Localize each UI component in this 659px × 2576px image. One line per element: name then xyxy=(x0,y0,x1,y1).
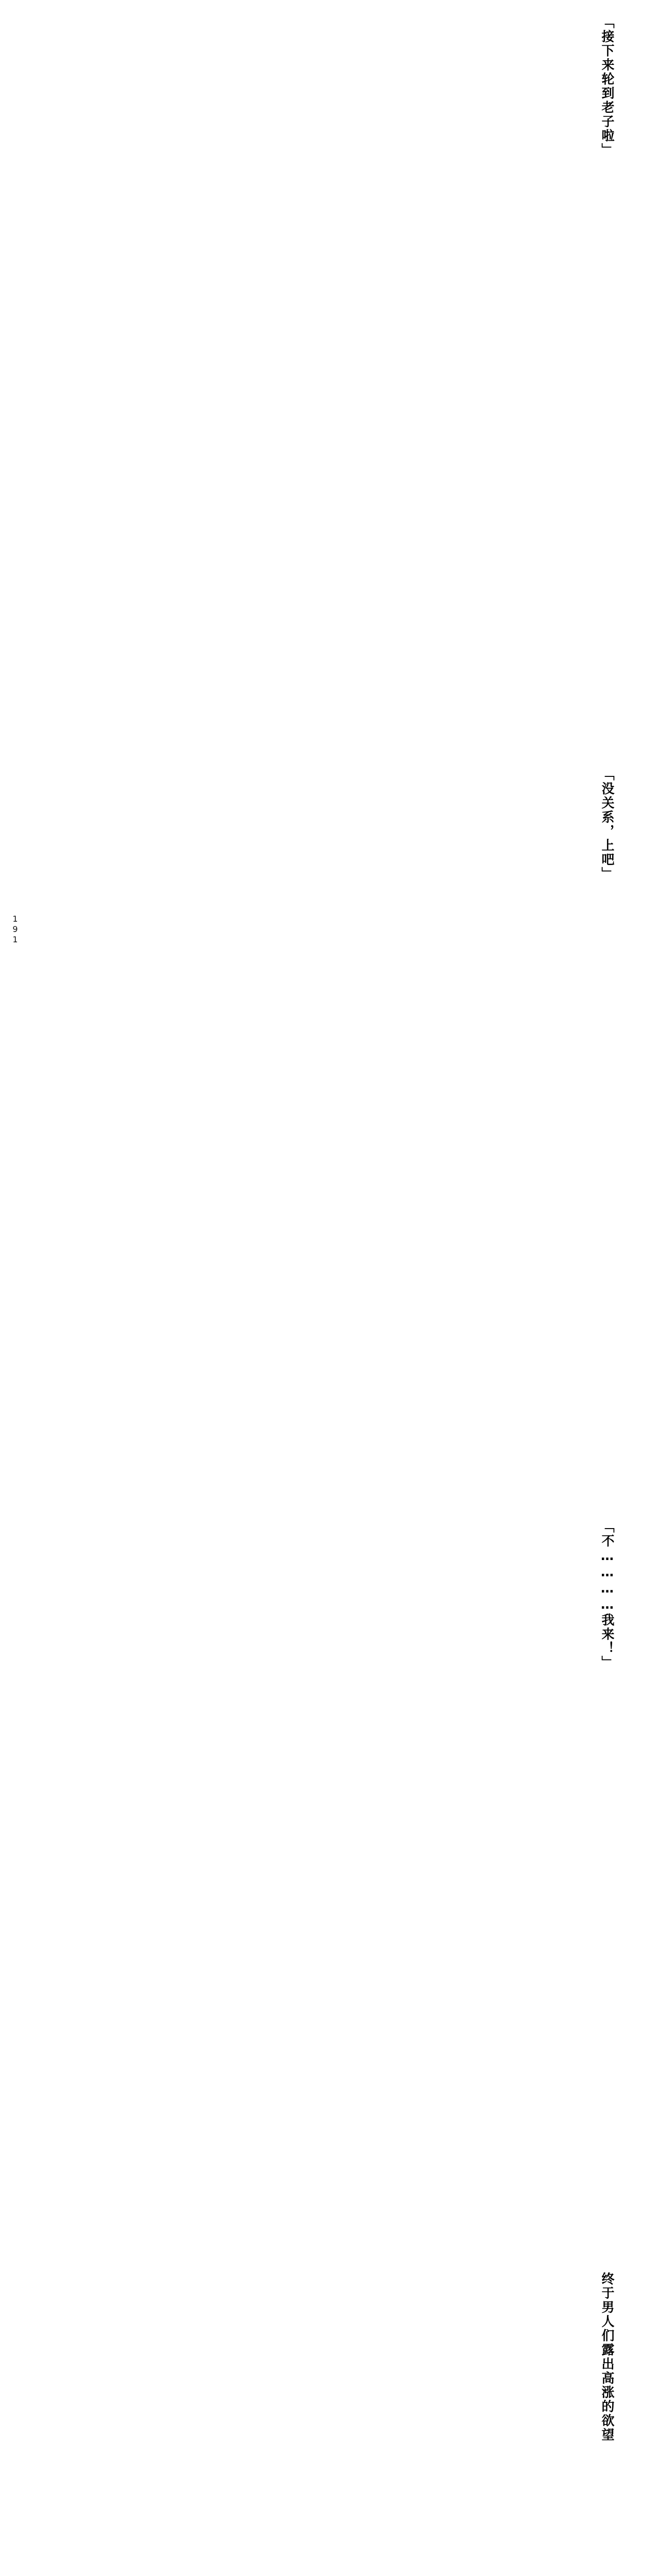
page-number: 191 xyxy=(10,914,20,945)
text-line: 终于男人们露出高涨的欲望 xyxy=(600,2272,615,2442)
text-line: 「没关系，上吧」 xyxy=(600,768,615,881)
text-line: 「不…………我来！」 xyxy=(600,1520,615,1670)
text-line: 「接下来轮到老子啦」 xyxy=(600,15,615,157)
vertical-text-body xyxy=(36,15,619,2442)
